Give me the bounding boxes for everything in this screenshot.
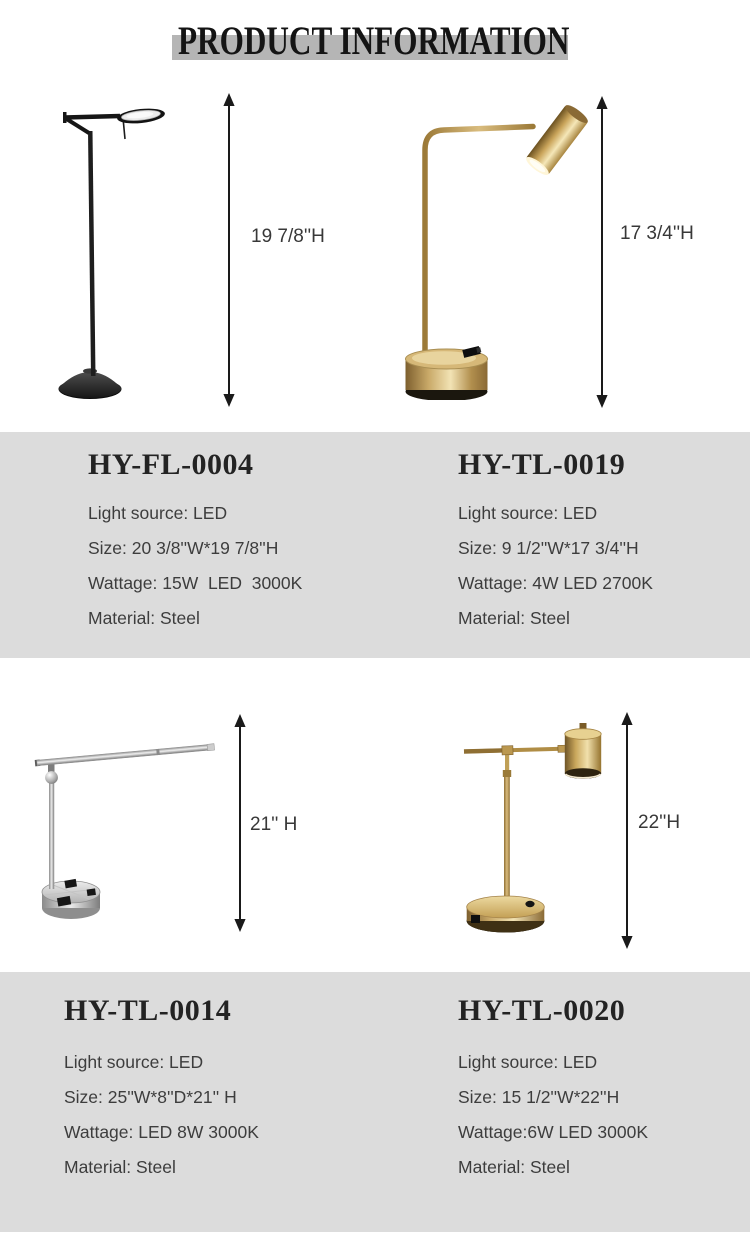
- spec-lines: [88, 496, 302, 636]
- spec-wattage: Wattage: 15W LED 3000K: [88, 573, 303, 593]
- lamp-photo-brass-desk-lamp: [395, 100, 605, 400]
- product-model: HY-TL-0014: [64, 994, 232, 1027]
- spec-wattage: Wattage:6W LED 3000K: [458, 1122, 649, 1142]
- spec-material: Material: Steel: [458, 1157, 570, 1177]
- spec-band-bottom: [0, 972, 750, 1232]
- product-model: HY-TL-0019: [458, 448, 626, 481]
- spec-light-source: Light source: LED: [64, 1052, 204, 1072]
- spec-light-source: Light source: LED: [458, 1052, 598, 1072]
- spec-size: Size: 25''W*8''D*21'' H: [64, 1087, 237, 1107]
- spec-lines: [64, 1045, 259, 1185]
- height-arrow-icon: [220, 93, 238, 407]
- product-spec-block: [458, 993, 648, 1185]
- spec-band-top: [0, 432, 750, 658]
- spec-size: Size: 15 1/2''W*22''H: [458, 1087, 620, 1107]
- height-label: 21'' H: [250, 814, 298, 835]
- spec-light-source: Light source: LED: [88, 503, 228, 523]
- height-arrow-icon: [618, 712, 636, 949]
- lamp-photo-black-floor-lamp: [40, 92, 190, 407]
- product-model: HY-TL-0020: [458, 994, 626, 1027]
- lamp-photo-chrome-desk-lamp: [25, 705, 265, 930]
- product-spec-block: [88, 447, 302, 636]
- page-title: PRODUCT INFORMATION: [178, 18, 570, 63]
- product-spec-block: [458, 447, 653, 636]
- spec-light-source: Light source: LED: [458, 503, 598, 523]
- product-model: HY-FL-0004: [88, 448, 254, 481]
- spec-size: Size: 20 3/8''W*19 7/8''H: [88, 538, 279, 558]
- spec-wattage: Wattage: LED 8W 3000K: [64, 1122, 259, 1142]
- height-arrow-icon: [593, 96, 611, 408]
- spec-material: Material: Steel: [64, 1157, 176, 1177]
- height-arrow-icon: [231, 714, 249, 932]
- height-label: 17 3/4''H: [620, 223, 694, 244]
- spec-material: Material: Steel: [458, 608, 570, 628]
- height-label: 22''H: [638, 812, 681, 833]
- spec-size: Size: 9 1/2''W*17 3/4''H: [458, 538, 639, 558]
- spec-material: Material: Steel: [88, 608, 200, 628]
- height-label: 19 7/8''H: [251, 226, 325, 247]
- spec-lines: [458, 496, 653, 636]
- spec-wattage: Wattage: 4W LED 2700K: [458, 573, 653, 593]
- product-spec-block: [64, 993, 259, 1185]
- spec-lines: [458, 1045, 648, 1185]
